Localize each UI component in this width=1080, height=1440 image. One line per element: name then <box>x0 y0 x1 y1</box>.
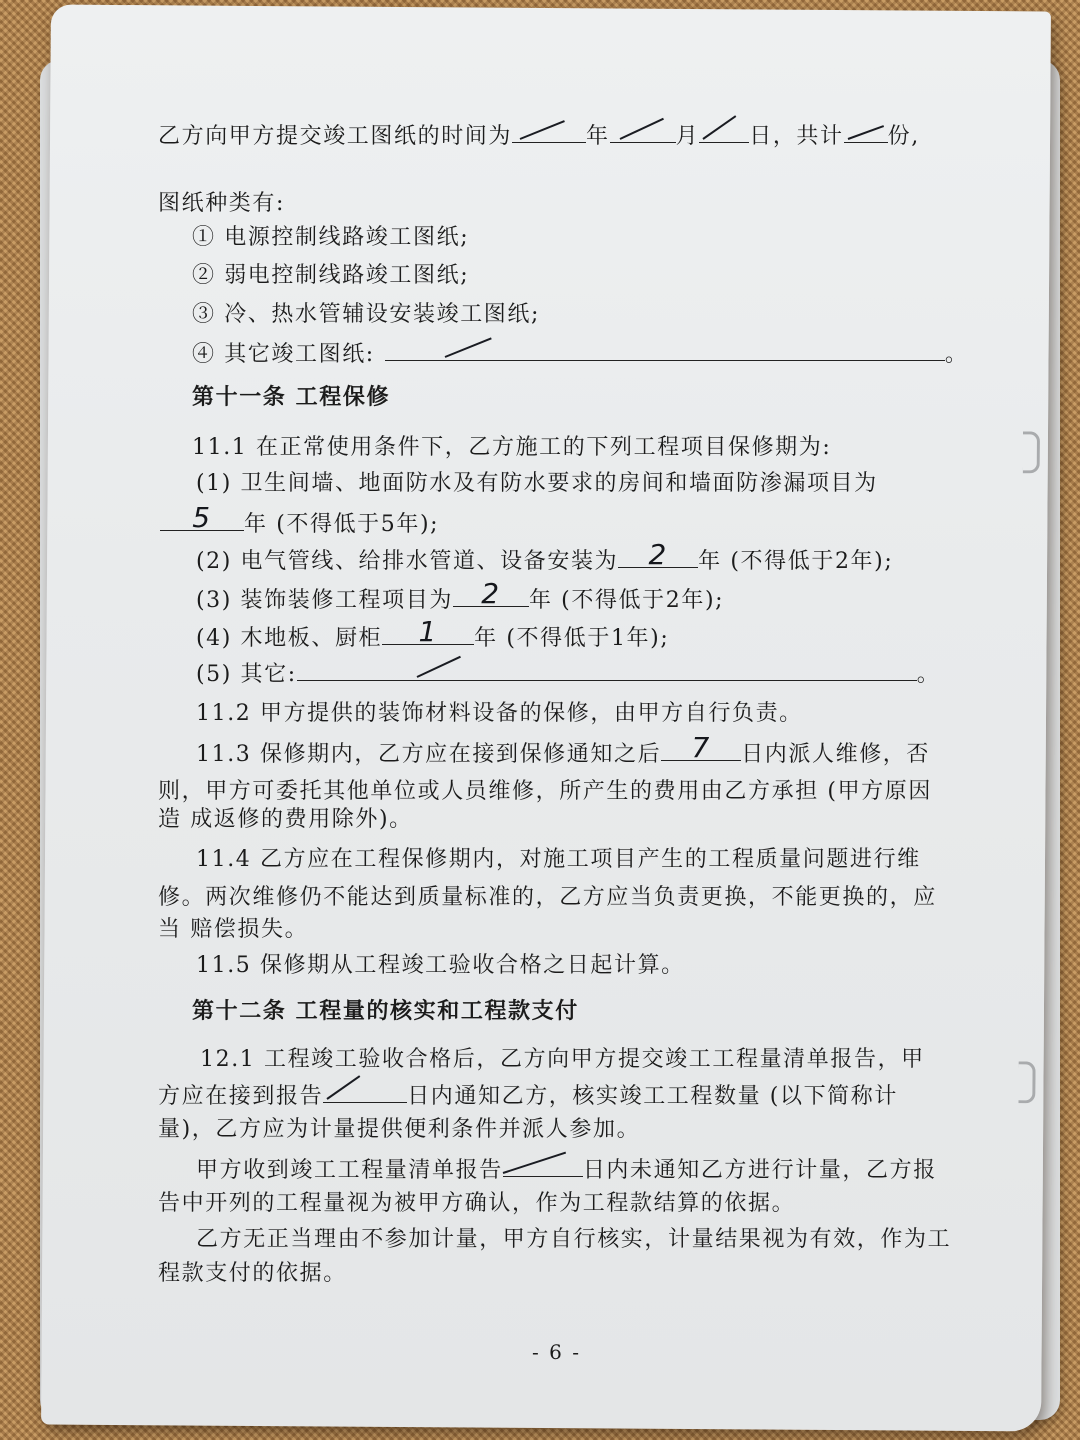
floor-cabinet-years-blank: 1 <box>382 620 474 645</box>
notify-days-blank <box>323 1078 407 1103</box>
clause-11-5: 11.5 保修期从工程竣工验收合格之日起计算。 <box>196 953 685 978</box>
staple-bottom <box>1018 1061 1035 1103</box>
page-number: - 6 - <box>532 1340 581 1364</box>
year-label: 年 <box>586 124 610 149</box>
other-drawings-blank <box>385 336 945 361</box>
article-11-title: 第十一条 工程保修 <box>192 384 391 410</box>
clause-11-4: 11.4 乙方应在工程保修期内，对施工项目产生的工程质量问题进行维 <box>196 847 921 872</box>
day-label: 日，共计 <box>749 124 844 149</box>
submission-text: 乙方向甲方提交竣工图纸的时间为 <box>158 124 513 149</box>
clause-11-1-item-3: (3) 装饰装修工程项目为 2 年 (不得低于2年); <box>196 577 725 613</box>
copies-label: 份, <box>887 124 920 149</box>
copies-blank <box>844 118 888 143</box>
clause-11-1-item-5: (5) 其它: 。 <box>196 656 940 688</box>
waterproof-years-blank: 5 <box>160 506 244 531</box>
clause-12-1-cont-2: 量)，乙方应为计量提供便利条件并派人参加。 <box>158 1117 641 1142</box>
clause-12-3-cont: 程款支付的依据。 <box>158 1261 347 1286</box>
drawing-item-3: ③ 冷、热水管辅设安装竣工图纸; <box>192 302 541 327</box>
clause-11-2: 11.2 甲方提供的装饰材料设备的保修，由甲方自行负责。 <box>196 701 803 726</box>
clause-11-4-cont-1: 修。两次维修仍不能达到质量标准的，乙方应当负责更换，不能更换的，应 <box>158 885 937 910</box>
clause-11-1: 11.1 在正常使用条件下，乙方施工的下列工程项目保修期为: <box>192 435 832 460</box>
confirm-days-blank <box>503 1152 583 1177</box>
drawing-item-2: ② 弱电控制线路竣工图纸; <box>192 263 470 288</box>
clause-11-3-cont-1: 则，甲方可委托其他单位或人员维修，所产生的费用由乙方承担 (甲方原因 <box>158 779 932 804</box>
clause-12-2-cont: 告中开列的工程量视为被甲方确认，作为工程款结算的依据。 <box>158 1191 796 1216</box>
clause-11-1-item-4: (4) 木地板、厨柜 1 年 (不得低于1年); <box>196 615 670 651</box>
drawing-item-1: ① 电源控制线路竣工图纸; <box>192 225 470 250</box>
drawing-item-4: ④ 其它竣工图纸: 。 <box>192 336 968 368</box>
clause-12-2: 甲方收到竣工工程量清单报告 日内未通知乙方进行计量，乙方报 <box>196 1152 937 1184</box>
other-items-blank <box>297 656 917 681</box>
electrical-years-blank: 2 <box>618 543 698 568</box>
clause-12-3: 乙方无正当理由不参加计量，甲方自行核实，计量结果视为有效，作为工 <box>196 1227 952 1252</box>
clause-11-3-cont-2: 造 成返修的费用除外)。 <box>158 807 413 832</box>
month-label: 月 <box>675 124 700 149</box>
clause-12-1-cont-1: 方应在接到报告 日内通知乙方，核实竣工工程数量 (以下简称计 <box>158 1078 898 1110</box>
drawing-types-label: 图纸种类有: <box>158 191 286 216</box>
clause-12-1: 12.1 工程竣工验收合格后，乙方向甲方提交竣工工程量清单报告，甲 <box>200 1047 925 1072</box>
clause-11-1-item-1-cont: 5 年 (不得低于5年); <box>160 506 439 538</box>
year-blank <box>512 118 586 143</box>
article-12-title: 第十二条 工程量的核实和工程款支付 <box>192 998 579 1024</box>
staple-top <box>1023 431 1040 473</box>
submission-time-line <box>158 118 920 150</box>
repair-days-blank: 7 <box>661 736 741 761</box>
clause-11-1-item-1: (1) 卫生间墙、地面防水及有防水要求的房间和墙面防渗漏项目为 <box>196 471 878 496</box>
clause-11-3: 11.3 保修期内，乙方应在接到保修通知之后 7 日内派人维修，否 <box>196 731 930 767</box>
clause-11-1-item-2: (2) 电气管线、给排水管道、设备安装为 2 年 (不得低于2年); <box>196 538 894 574</box>
month-blank <box>610 118 676 143</box>
day-blank <box>699 118 749 143</box>
decoration-years-blank: 2 <box>453 582 529 607</box>
clause-11-4-cont-2: 当 赔偿损失。 <box>158 917 309 942</box>
